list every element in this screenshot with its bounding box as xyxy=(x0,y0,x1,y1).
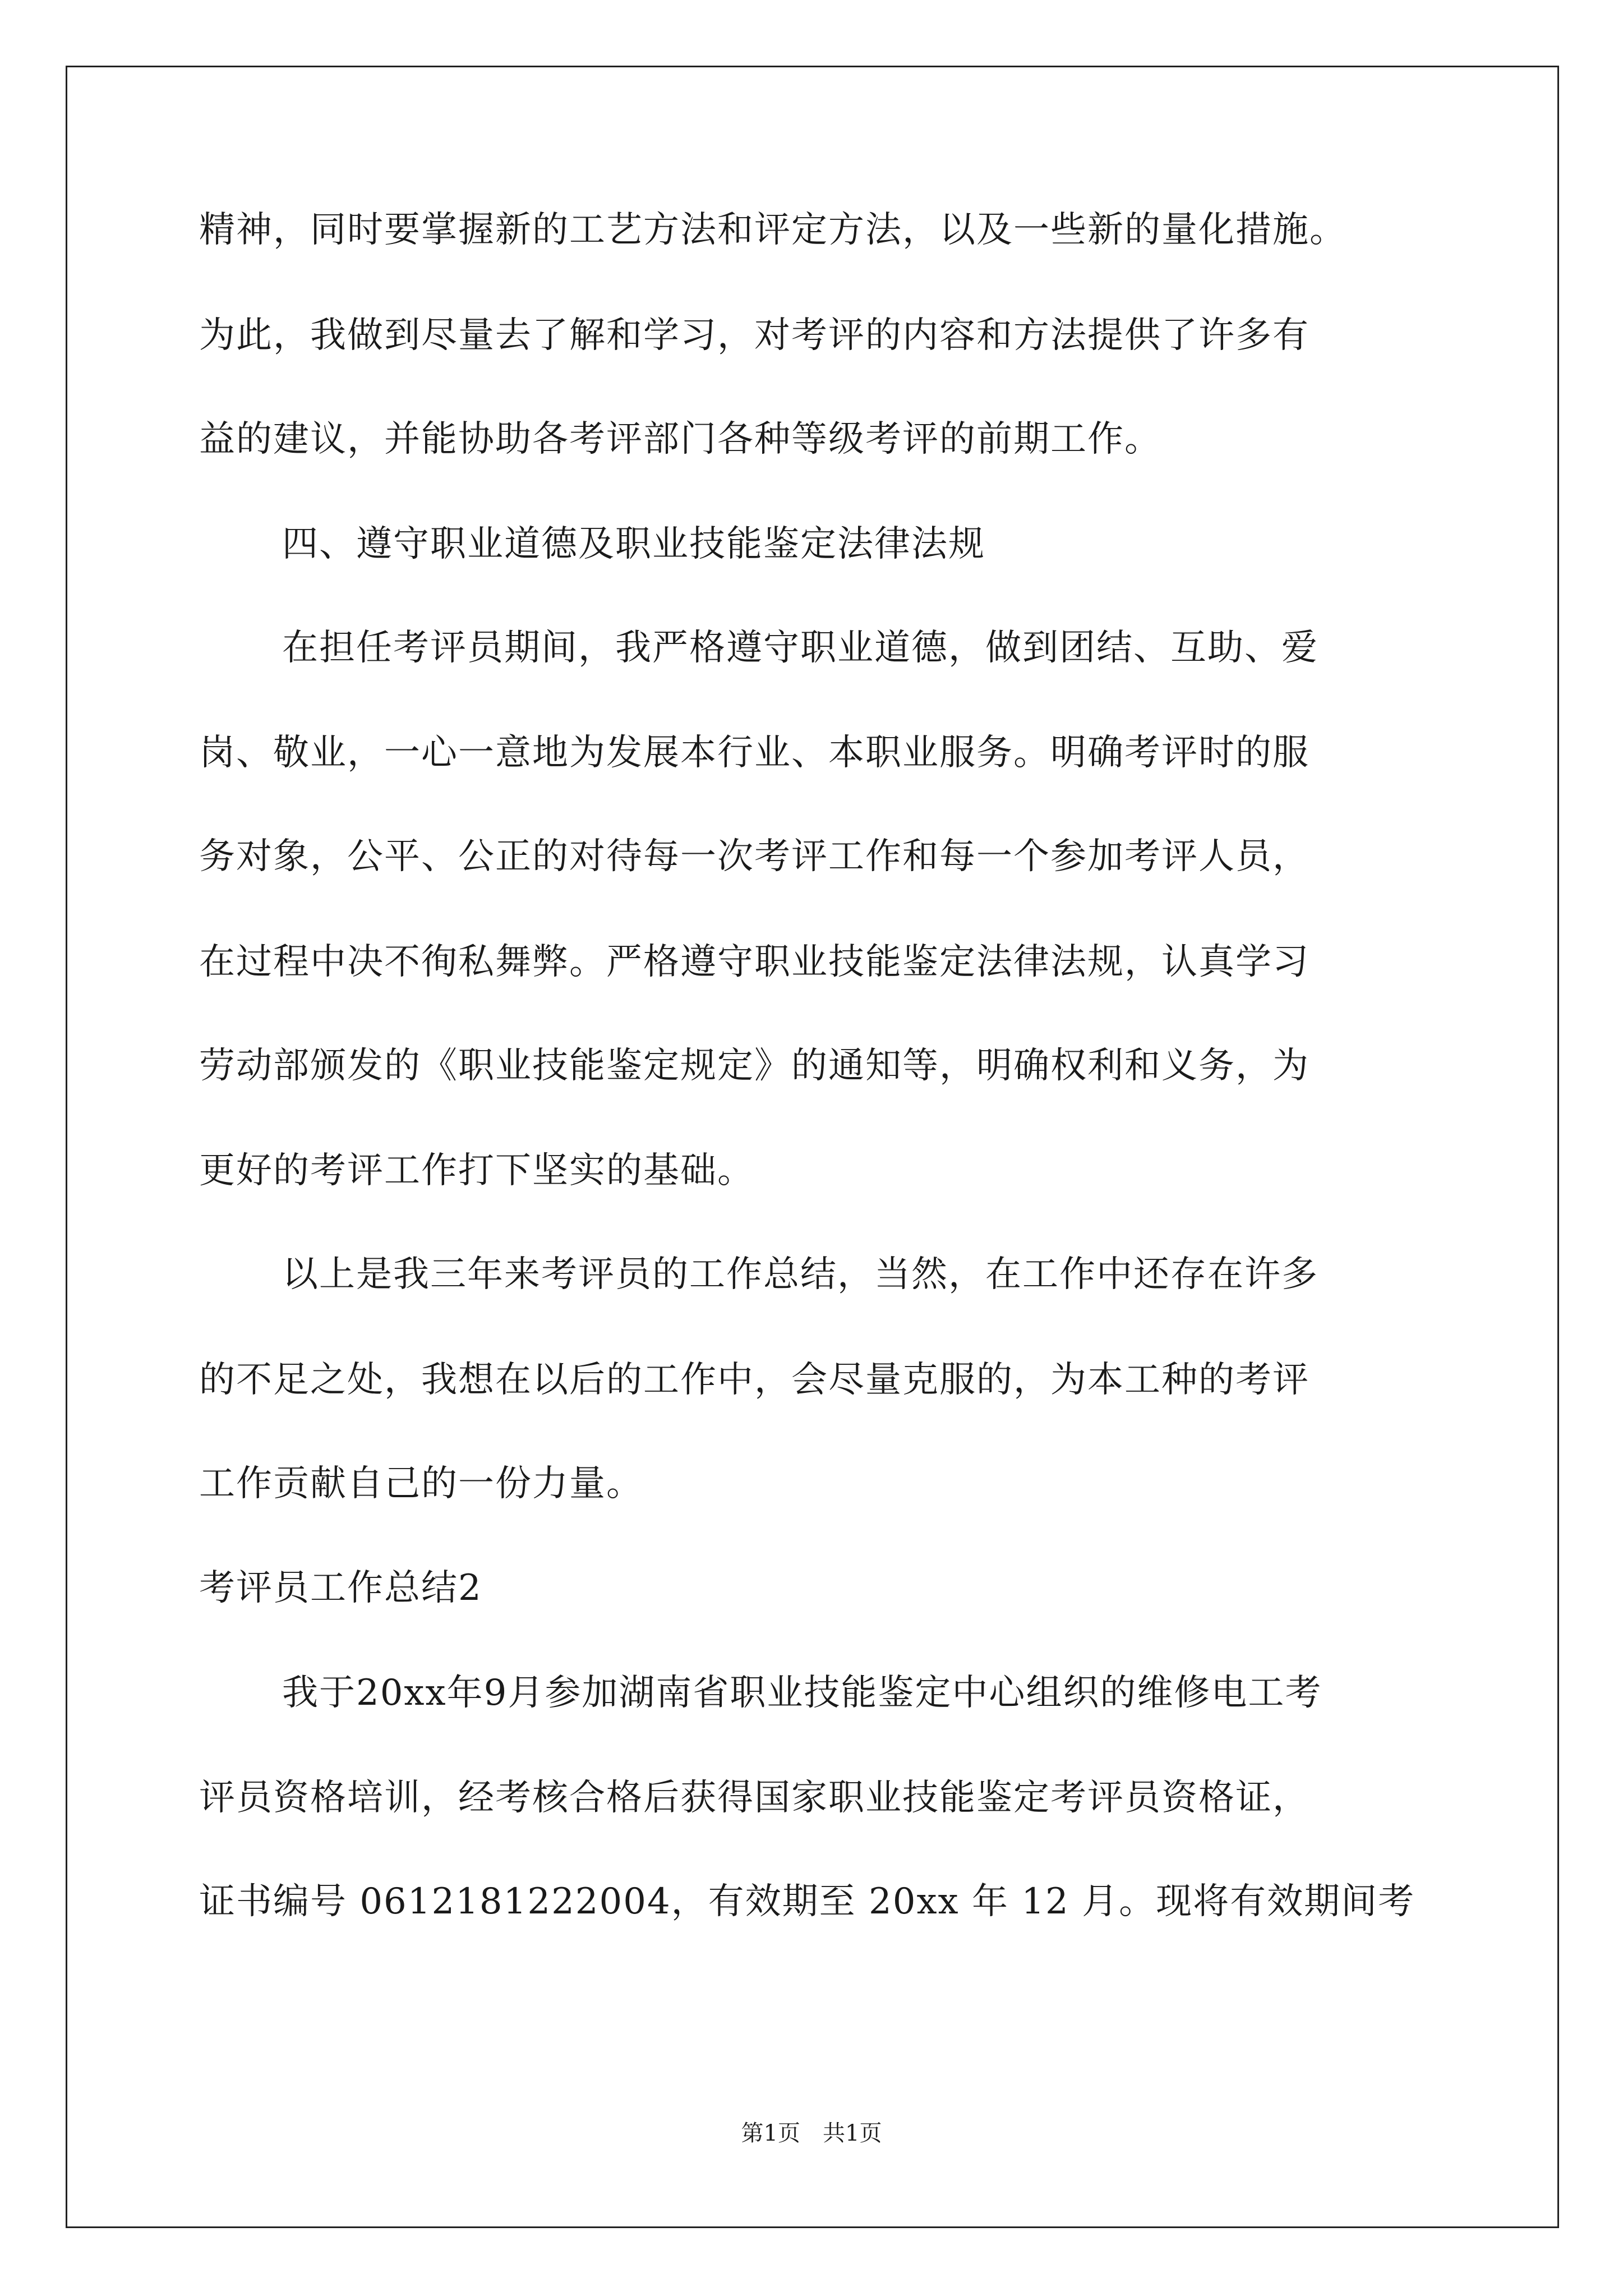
section-title: 考评员工作总结2 xyxy=(199,1567,482,1609)
text-line: 以上是我三年来考评员的工作总结，当然，在工作中还存在许多 xyxy=(282,1254,1318,1295)
text-line: 更好的考评工作打下坚实的基础。 xyxy=(199,1150,754,1191)
text-line: 益的建议，并能协助各考评部门各种等级考评的前期工作。 xyxy=(199,418,1161,460)
text-line: 岗、敬业，一心一意地为发展本行业、本职业服务。明确考评时的服 xyxy=(199,732,1310,774)
text-line: 劳动部颁发的《职业技能鉴定规定》的通知等，明确权利和义务，为 xyxy=(199,1045,1310,1087)
text-line: 精神，同时要掌握新的工艺方法和评定方法，以及一些新的量化措施。 xyxy=(199,209,1347,251)
text-line: 务对象，公平、公正的对待每一次考评工作和每一个参加考评人员， xyxy=(199,836,1310,877)
text-line: 证书编号 0612181222004，有效期至 20xx 年 12 月。现将有效期间考 xyxy=(199,1881,1415,1922)
text-line: 的不足之处，我想在以后的工作中，会尽量克服的，为本工种的考评 xyxy=(199,1359,1310,1401)
section-heading: 四、遵守职业道德及职业技能鉴定法律法规 xyxy=(282,523,985,565)
text-line: 评员资格培训，经考核合格后获得国家职业技能鉴定考评员资格证， xyxy=(199,1777,1310,1819)
text-line: 在担任考评员期间，我严格遵守职业道德，做到团结、互助、爱 xyxy=(282,627,1318,669)
text-line: 在过程中决不徇私舞弊。严格遵守职业技能鉴定法律法规，认真学习 xyxy=(199,941,1310,983)
text-line: 为此，我做到尽量去了解和学习，对考评的内容和方法提供了许多有 xyxy=(199,315,1310,356)
text-line: 我于20xx年9月参加湖南省职业技能鉴定中心组织的维修电工考 xyxy=(282,1672,1322,1714)
page-footer: 第1页 共1页 xyxy=(741,2120,882,2146)
text-line: 工作贡献自己的一份力量。 xyxy=(199,1463,643,1504)
